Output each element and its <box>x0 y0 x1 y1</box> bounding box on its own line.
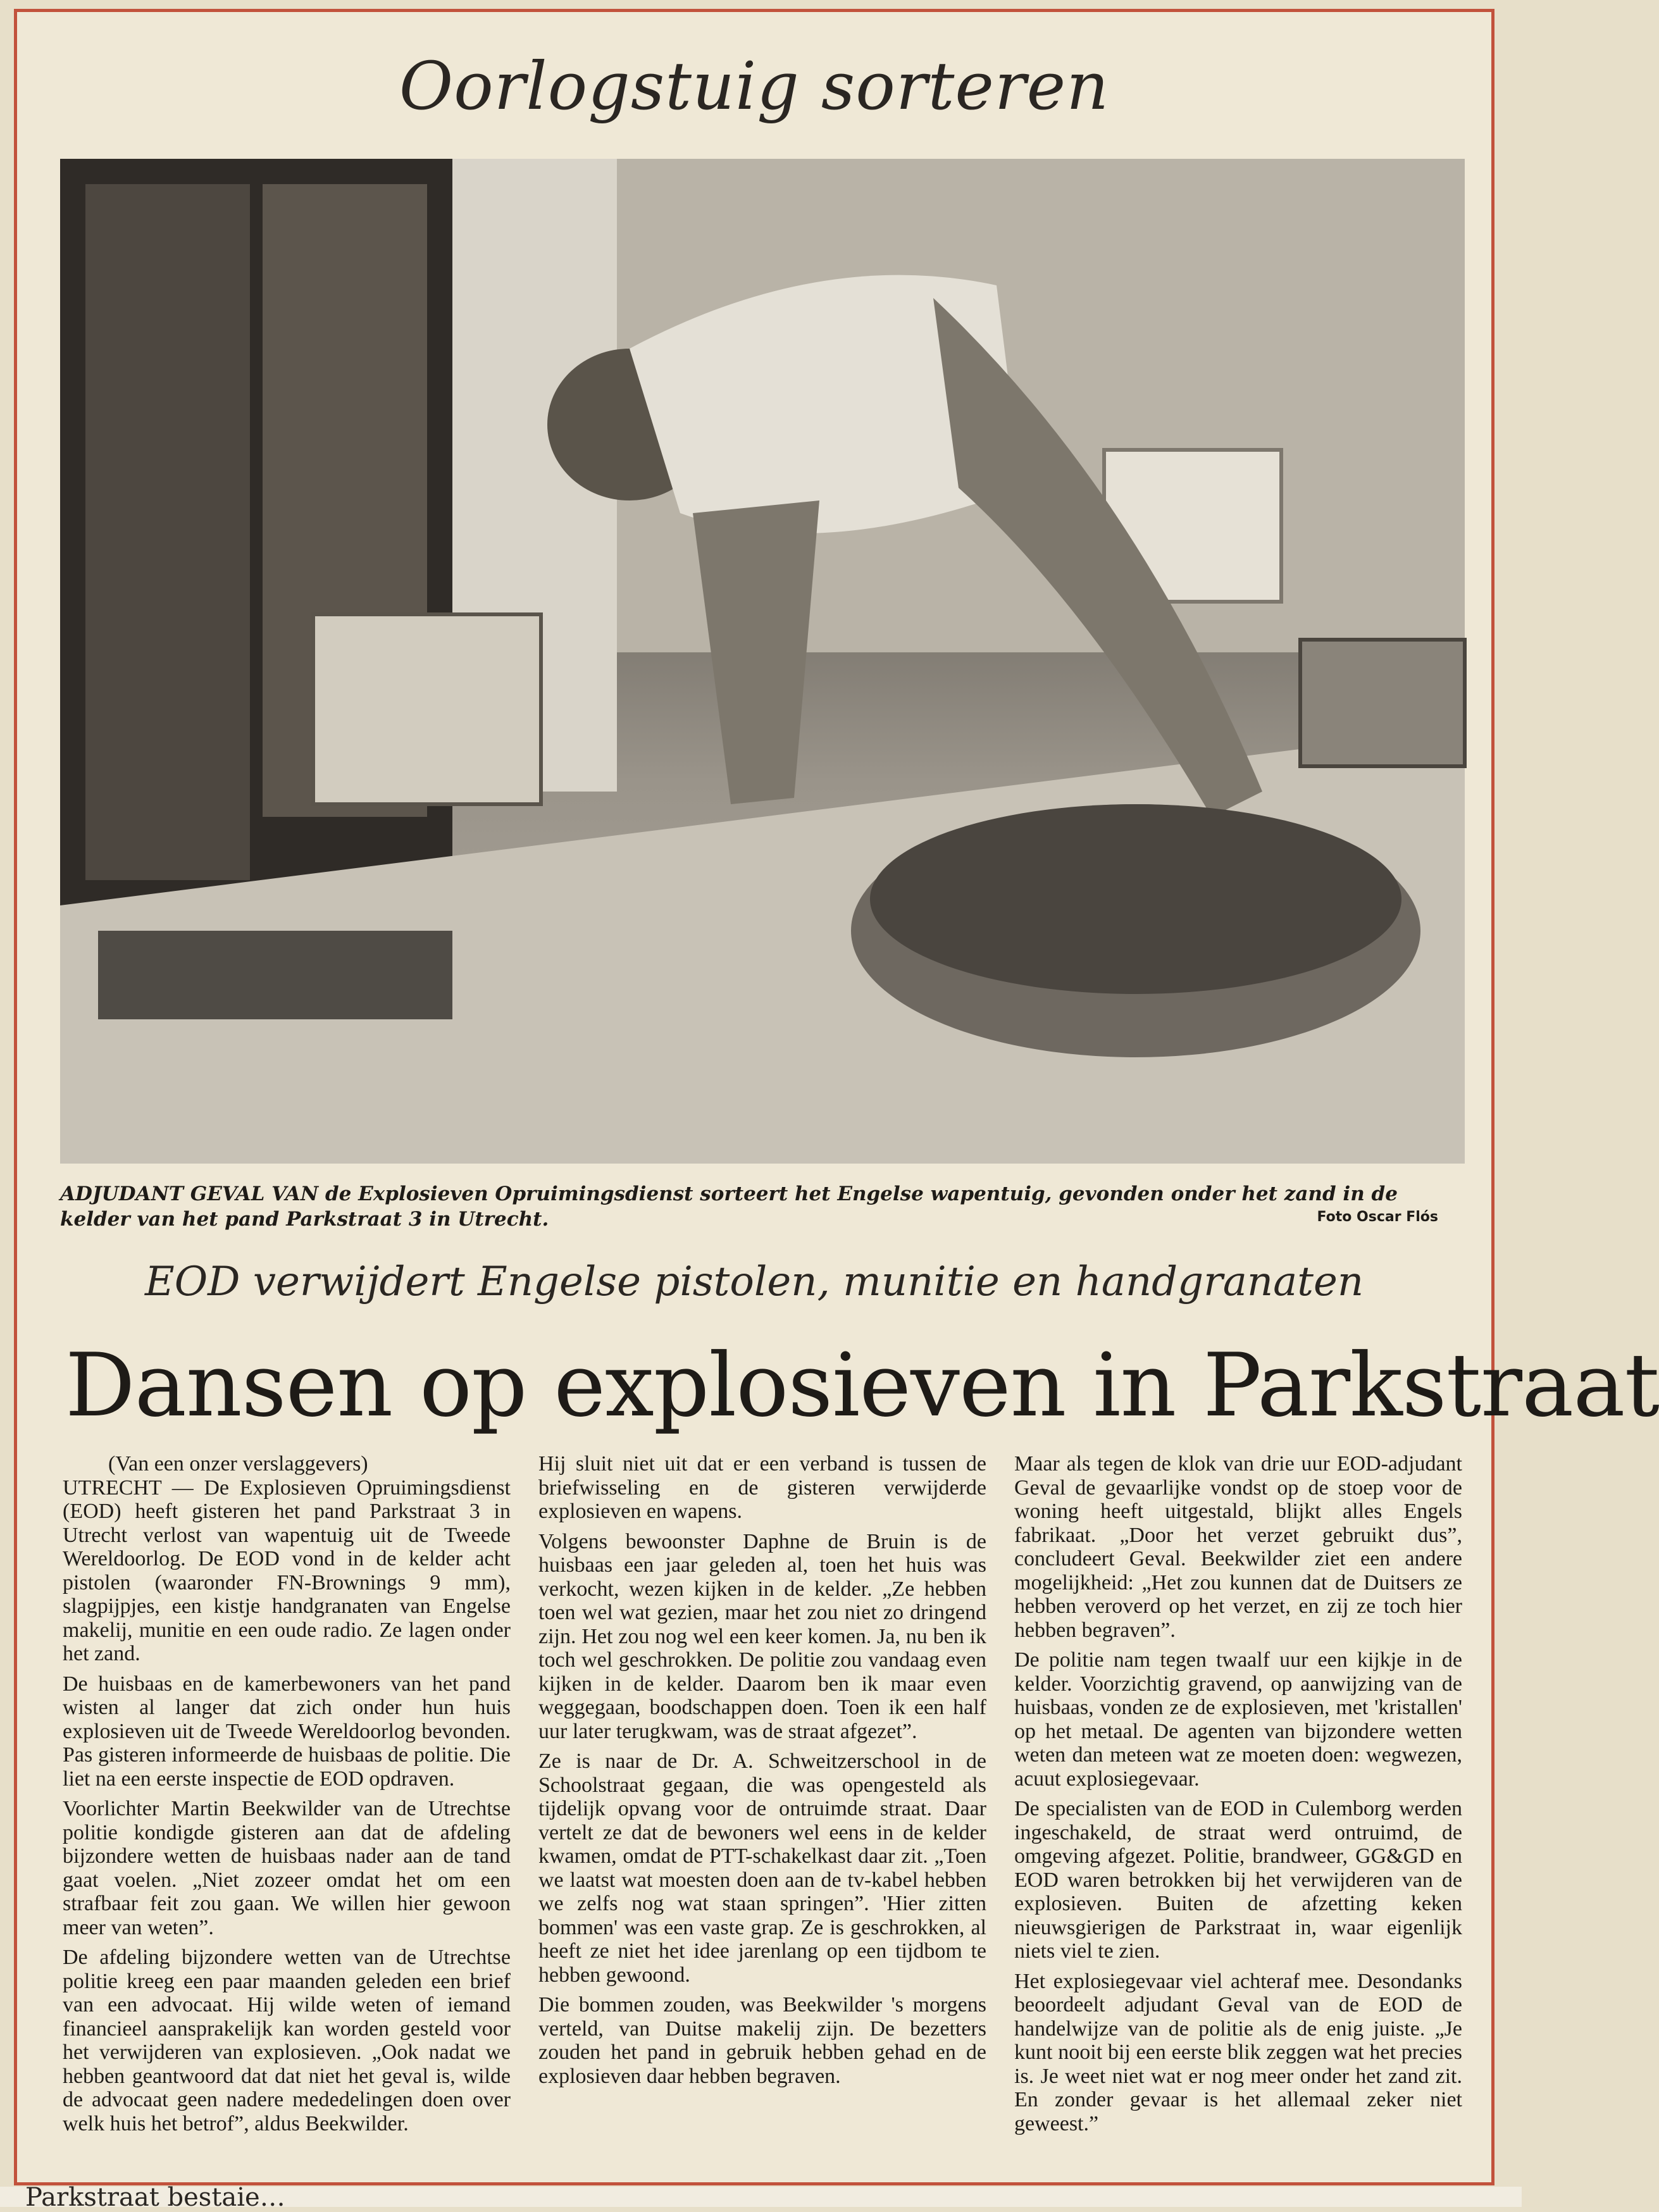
ammo-box <box>313 614 541 804</box>
man-leg-left <box>693 500 819 804</box>
byline: (Van een onzer verslaggevers) <box>108 1452 368 1476</box>
photo-illustration <box>60 159 1465 1164</box>
next-clipping-text: Parkstraat bestaie… <box>25 2183 285 2212</box>
news-photo <box>60 159 1465 1164</box>
paragraph: Het explosiegevaar viel achteraf mee. Desondanks beoordeelt adjudant Geval van de EOD de handelwijze van de politie als de enig juiste. „Je kunt nooit bij een eerste blik zeggen wat het precies is. Je weet niet wat er nog meer onder het zand zit. En zonder gevaar is het allemaal zeker niet geweest.” <box>1014 1969 1462 2135</box>
newspaper-clipping <box>14 9 1659 2185</box>
paragraph: Voorlichter Martin Beekwilder van de Utrechtse politie kondigde gisteren aan dat de afdeling bijzondere wetten de huisbaas nader aan de tand gaat voelen. „Niet zozeer omdat het om een strafbaar feit zou gaan. We willen hier gewoon meer van weten”. <box>63 1797 511 1939</box>
paragraph: De specialisten van de EOD in Culemborg werden ingeschakeld, de straat werd ontruimd, de omgeving afgezet. Politie, brandweer, GG&GD en EOD waren betrokken bij het verwijderen van de explosieven. Buiten de afzetting keken nieuwsgierigen de Parkstraat in, waar eigenlijk niets viel te zien. <box>1014 1797 1462 1963</box>
headline: Dansen op explosieven in Parkstraat <box>65 1334 1659 1436</box>
next-clipping-fragment <box>0 2183 1522 2212</box>
door-panel <box>85 184 250 880</box>
paragraph: Maar als tegen de klok van drie uur EOD-adjudant Geval de gevaarlijke vondst op de stoep voor de woning heeft uitgestald, blijkt alles Engels fabrikaat. „Door het verzet gebruikt dus”, concludeert Geval. Beekwilder ziet een andere mogelijkheid: „Het zou kunnen dat de Duitsers ze hebben veroverd op het verzet, en zij ze toch hier hebben begraven”. <box>1014 1452 1462 1642</box>
article-column-3 <box>1014 1452 1462 2142</box>
article-body <box>63 1452 1496 2180</box>
overline-title: Oorlogstuig sorteren <box>399 47 1110 125</box>
paragraph: Hij sluit niet uit dat er een verband is tussen de briefwisseling en de gisteren verwijderde explosieven en wapens. <box>538 1452 986 1523</box>
metal-box <box>1300 640 1465 766</box>
paragraph: De huisbaas en de kamerbewoners van het pand wisten al langer dat zich onder hun huis explosieven uit de Tweede Wereldoorlog bevonden. Pas gisteren informeerde de huisbaas de politie. Die liet na een eerste inspectie de EOD opdraven. <box>63 1672 511 1791</box>
subheadline: EOD verwijdert Engelse pistolen, munitie en handgranaten <box>144 1258 1364 1305</box>
article-column-1 <box>63 1452 511 2142</box>
photo-caption: ADJUDANT GEVAL VAN de Explosieven Opruimingsdienst sorteert het Engelse wapentuig, gevonden onder het zand in de kelder van het pand Parkstraat 3 in Utrecht. <box>60 1183 1398 1231</box>
paragraph: De politie nam tegen twaalf uur een kijkje in de kelder. Voorzichtig gravend, op aanwijzing van de huisbaas, vonden ze de explosieven, met 'kristallen' op het metaal. De agenten van bijzondere wetten weten dan meteen wat ze moeten doen: wegwezen, acuut explosiegevaar. <box>1014 1648 1462 1791</box>
scattered-pistols <box>98 931 452 1019</box>
basin-contents <box>870 804 1401 994</box>
paragraph: Ze is naar de Dr. A. Schweitzerschool in de Schoolstraat gegaan, die was opengesteld als tijdelijk opvang voor de ontruimde straat. Daar vertelt ze dat de bewoners wel eens in de kelder kwamen, omdat de PTT-schakelkast daar zit. „Toen we laatst wat moesten doen aan de tv-kabel hebben we zelfs nog wat staan springen”. 'Hier zitten bommen' was een vaste grap. Ze is geschrokken, al heeft ze niet het idee jarenlang op een tijdbom te hebben gewoond. <box>538 1749 986 1987</box>
paragraph: Volgens bewoonster Daphne de Bruin is de huisbaas een jaar geleden al, toen het huis was verkocht, wezen kijken in de kelder. „Ze hebben toen wel wat gezien, maar het zou niet zo dringend zijn. Het zou nog wel een keer komen. Ja, nu ben ik toch wel geschrokken. De politie zou vandaag even kijken in de kelder. Daarom ben ik maar even weggegaan, boodschappen doen. Toen ik een half uur later terugkwam, was de straat afgezet”. <box>538 1529 986 1743</box>
paragraph: UTRECHT — De Explosieven Opruimingsdienst (EOD) heeft gisteren het pand Parkstraat 3 in Utrecht verlost van wapentuig uit de Tweede Wereldoorlog. De EOD vond in de kelder acht pistolen (waaronder FN-Brownings 9 mm), slagpijpjes, een kistje handgranaten van Engelse makelij, munitie en een oude radio. Ze lagen onder het zand. <box>63 1476 511 1665</box>
article-column-2 <box>538 1452 986 2094</box>
paragraph: De afdeling bijzondere wetten van de Utrechtse politie kreeg een paar maanden geleden een brief van een advocaat. Hij wilde weten of iemand financieel aansprakelijk kan worden gesteld voor het verwijderen van explosieven. „Ook nadat we hebben geantwoord dat dat niet het geval is, wilde de advocaat geen nadere mededelingen doen over welk huis het betrof”, aldus Beekwilder. <box>63 1946 511 2135</box>
photo-credit: Foto Oscar Flós <box>1317 1209 1438 1225</box>
paragraph: Die bommen zouden, was Beekwilder 's morgens verteld, van Duitse makelij zijn. De bezetters zouden het pand in gebruik hebben gehad en de explosieven daar hebben begraven. <box>538 1993 986 2088</box>
